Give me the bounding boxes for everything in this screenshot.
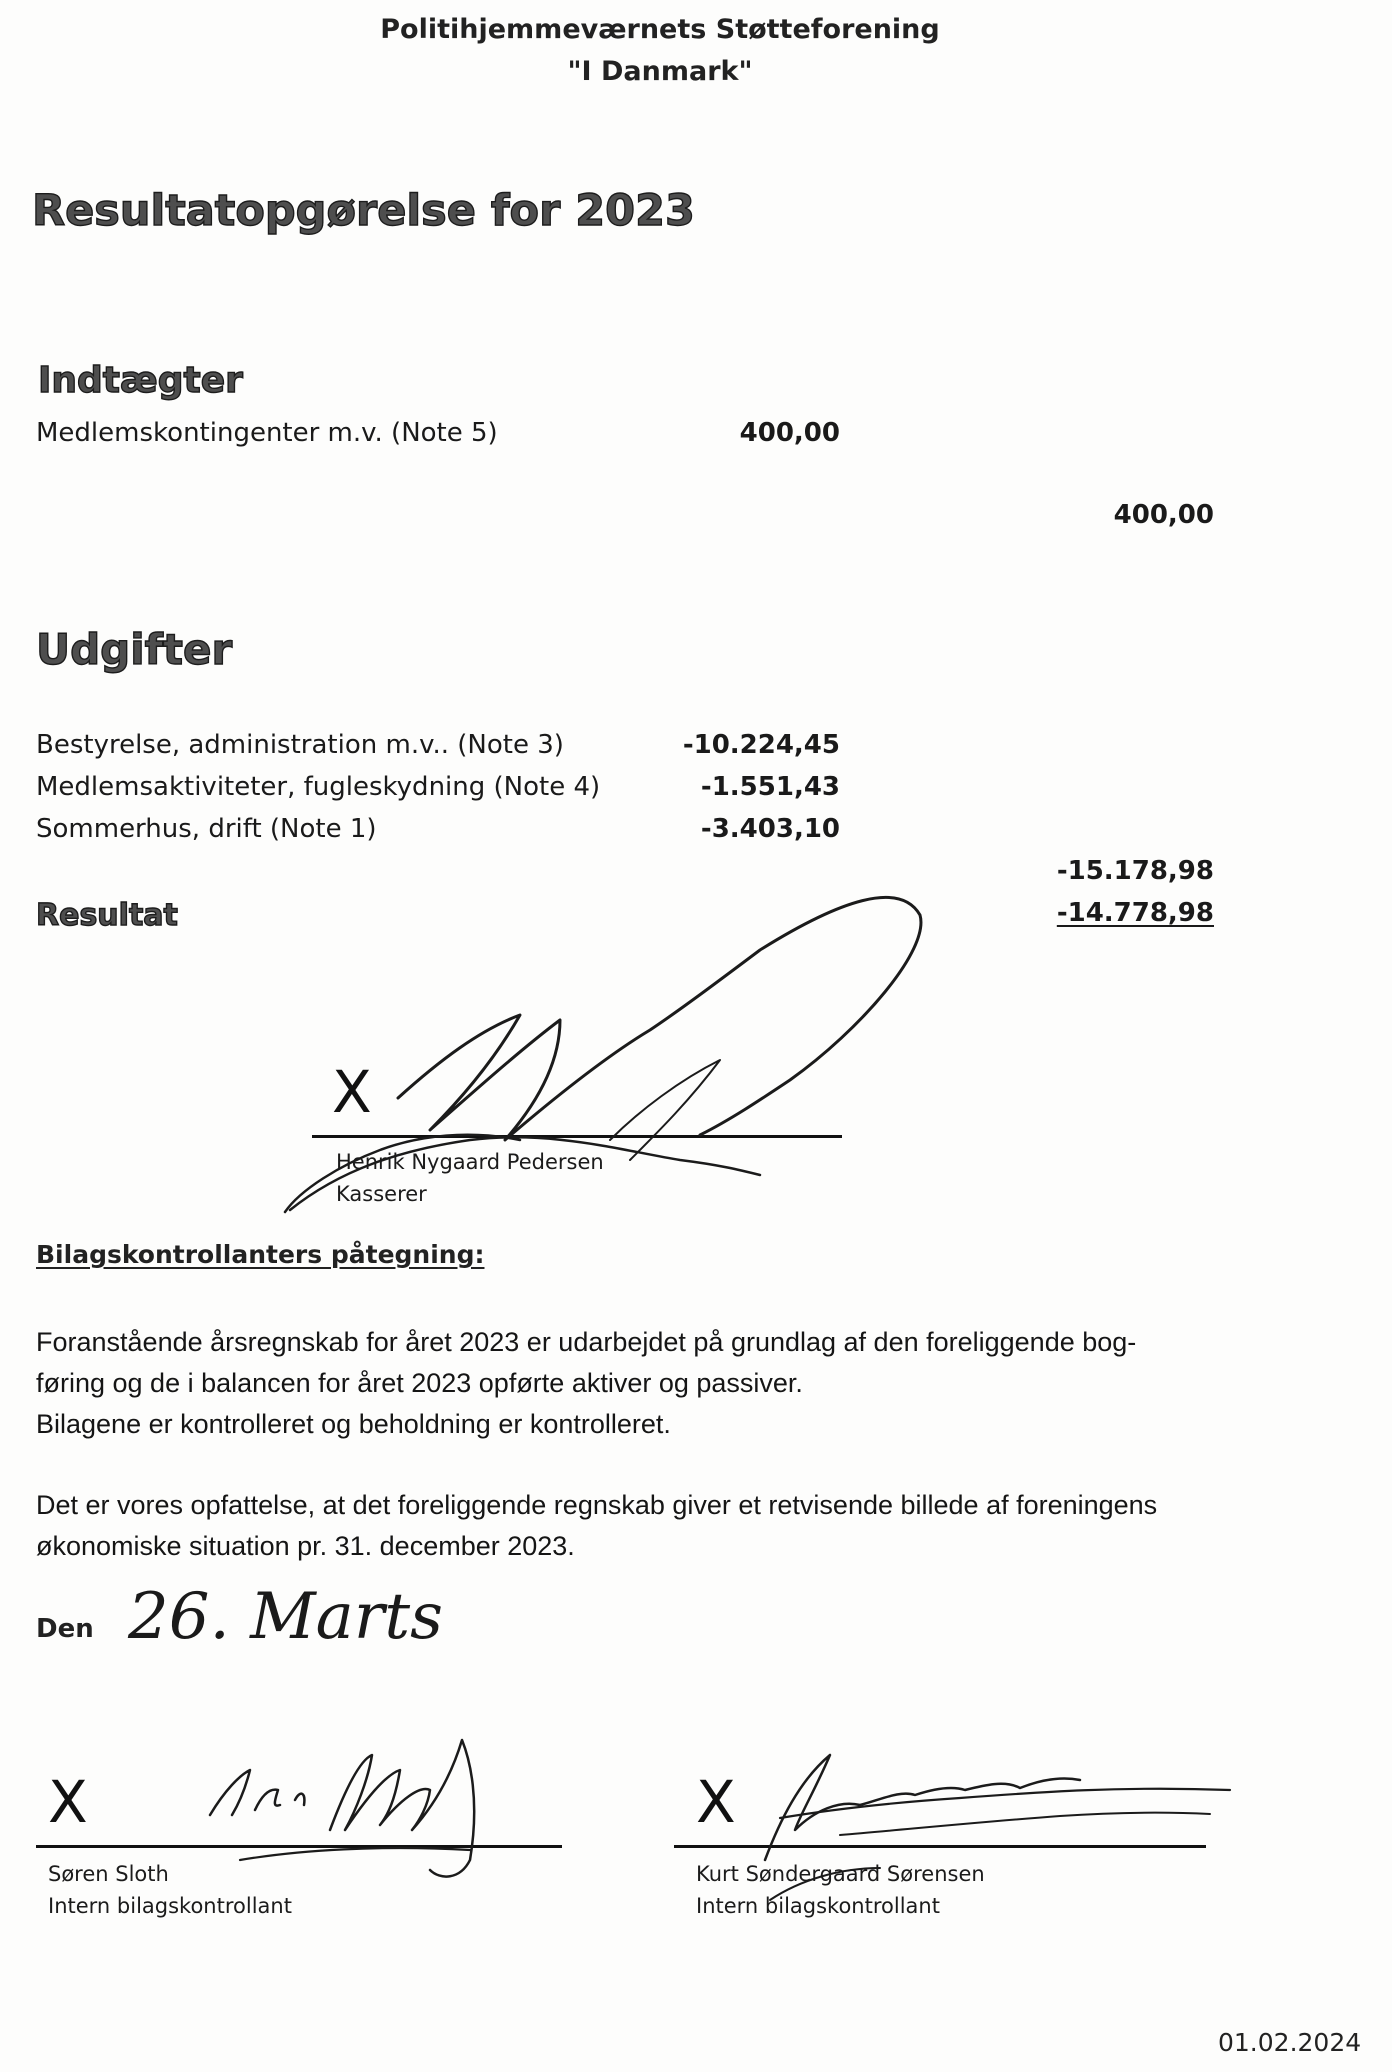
- organization-subtitle: "I Danmark": [567, 56, 753, 87]
- statement-paragraph-1-line: Bilagene er kontrolleret og beholdning er kontrolleret.: [36, 1409, 671, 1439]
- footer-date: 01.02.2024: [1218, 2028, 1362, 2057]
- statement-paragraph-1-line: Foranstående årsregnskab for året 2023 er udarbejdet på grundlag af den foreliggende bog-: [36, 1327, 1137, 1357]
- statement-paragraph-1-line: føring og de i balancen for året 2023 opførte aktiver og passiver.: [36, 1368, 803, 1398]
- expense-item-amount: -1.551,43: [700, 772, 840, 802]
- page-title: Resultatopgørelse for 2023: [32, 186, 695, 236]
- result-label: Resultat: [36, 898, 178, 933]
- treasurer-role: Kasserer: [336, 1182, 427, 1206]
- expense-item-label: Sommerhus, drift (Note 1): [36, 814, 377, 844]
- auditor-1-sign-mark: X: [48, 1768, 88, 1836]
- expenses-heading: Udgifter: [36, 625, 233, 674]
- treasurer-sign-mark: X: [332, 1058, 372, 1126]
- income-item-amount: 400,00: [739, 418, 840, 448]
- auditor-2-name: Kurt Søndergaard Sørensen: [696, 1862, 985, 1886]
- auditor-2-role: Intern bilagskontrollant: [696, 1894, 940, 1918]
- statement-paragraph-2-line: Det er vores opfattelse, at det foreliggende regnskab giver et retvisende billede af foreningens: [36, 1490, 1158, 1520]
- date-prefix: Den: [36, 1614, 94, 1644]
- treasurer-name: Henrik Nygaard Pedersen: [336, 1150, 604, 1174]
- auditor-2-sign-mark: X: [696, 1768, 736, 1836]
- expense-item-amount: -10.224,45: [682, 730, 840, 760]
- income-total: 400,00: [1113, 500, 1214, 530]
- income-item-label: Medlemskontingenter m.v. (Note 5): [36, 418, 498, 448]
- income-heading: Indtægter: [38, 360, 243, 401]
- handwritten-date: 26. Marts: [128, 1580, 443, 1654]
- expense-item-label: Bestyrelse, administration m.v.. (Note 3): [36, 730, 564, 760]
- expenses-total: -15.178,98: [1056, 856, 1214, 886]
- auditor-1-name: Søren Sloth: [48, 1862, 169, 1886]
- auditor-statement-heading: Bilagskontrollanters påtegning:: [36, 1240, 485, 1269]
- auditor-1-role: Intern bilagskontrollant: [48, 1894, 292, 1918]
- statement-paragraph-2-line: økonomiske situation pr. 31. december 2023.: [36, 1531, 575, 1561]
- organization-name: Politihjemmeværnets Støtteforening: [380, 14, 940, 45]
- expense-item-amount: -3.403,10: [700, 814, 840, 844]
- result-amount: -14.778,98: [1056, 898, 1214, 928]
- expense-item-label: Medlemsaktiviteter, fugleskydning (Note 4): [36, 772, 601, 802]
